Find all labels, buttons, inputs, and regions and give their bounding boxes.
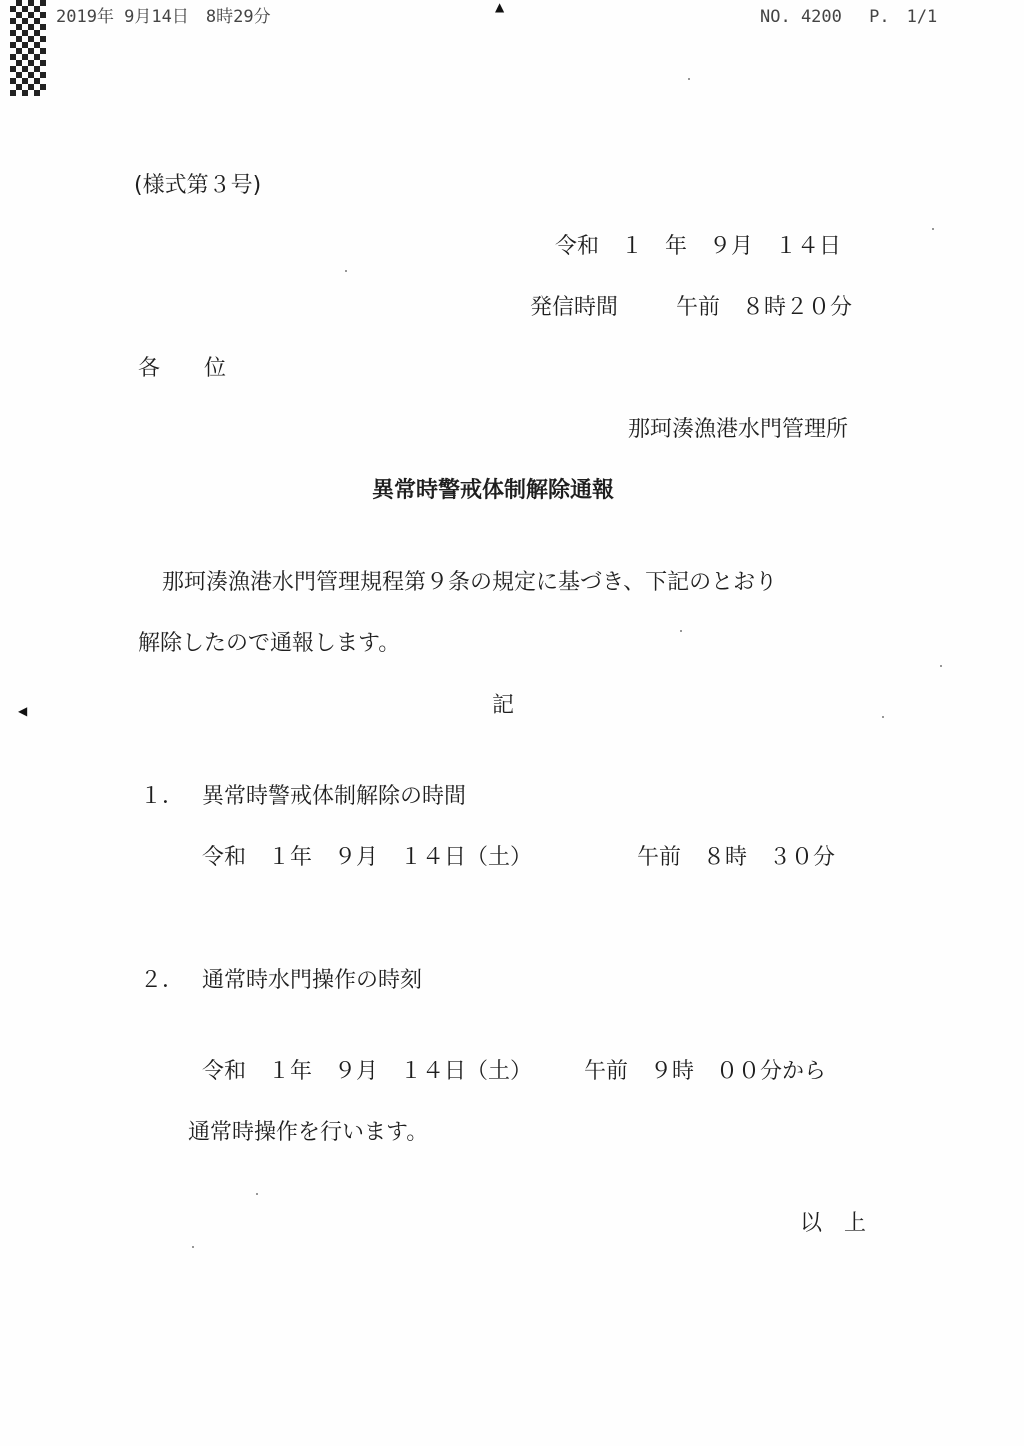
item-1-time: 午前 ８時 ３０分 bbox=[637, 845, 836, 870]
closing: 以 上 bbox=[800, 1211, 867, 1236]
item-2-date: 令和 １年 ９月 １４日（土） bbox=[202, 1059, 533, 1084]
send-time: 午前 ８時２０分 bbox=[676, 295, 853, 320]
fax-page-number: NO. 4200 P. 1/1 bbox=[760, 7, 938, 27]
scan-speck bbox=[256, 1193, 258, 1195]
scan-speck bbox=[192, 1246, 194, 1248]
fax-datetime: 2019年 9月14日 8時29分 bbox=[56, 7, 271, 27]
send-time-label: 発信時間 bbox=[530, 295, 619, 320]
scan-speck bbox=[345, 270, 347, 272]
top-center-triangle-icon: ▲ bbox=[495, 0, 505, 14]
form-label: (様式第３号) bbox=[134, 173, 262, 198]
document-date: 令和 １ 年 ９月 １４日 bbox=[555, 234, 842, 259]
item-1-date: 令和 １年 ９月 １４日（土） bbox=[202, 845, 533, 870]
body-line-1: 那珂湊漁港水門管理規程第９条の規定に基づき、下記のとおり bbox=[162, 570, 778, 595]
fax-checker-mark bbox=[10, 0, 46, 96]
scan-speck bbox=[940, 665, 942, 667]
ki-label: 記 bbox=[492, 693, 515, 718]
scan-speck bbox=[680, 630, 682, 632]
item-1-heading: 異常時警戒体制解除の時間 bbox=[202, 784, 467, 809]
item-2-number: ２． bbox=[140, 968, 185, 993]
item-2-heading: 通常時水門操作の時刻 bbox=[202, 968, 423, 993]
left-margin-triangle-icon: ◀ bbox=[18, 704, 28, 718]
scan-speck bbox=[932, 228, 934, 230]
addressee: 各 位 bbox=[138, 356, 227, 381]
item-2-time: 午前 ９時 ００分から bbox=[584, 1059, 827, 1084]
scan-speck bbox=[882, 716, 884, 718]
sender: 那珂湊漁港水門管理所 bbox=[628, 417, 849, 442]
scan-speck bbox=[688, 78, 690, 80]
document-title: 異常時警戒体制解除通報 bbox=[372, 478, 615, 503]
item-2-note: 通常時操作を行います。 bbox=[188, 1120, 429, 1145]
body-line-2: 解除したので通報します。 bbox=[138, 631, 401, 656]
item-1-number: １． bbox=[140, 784, 185, 809]
